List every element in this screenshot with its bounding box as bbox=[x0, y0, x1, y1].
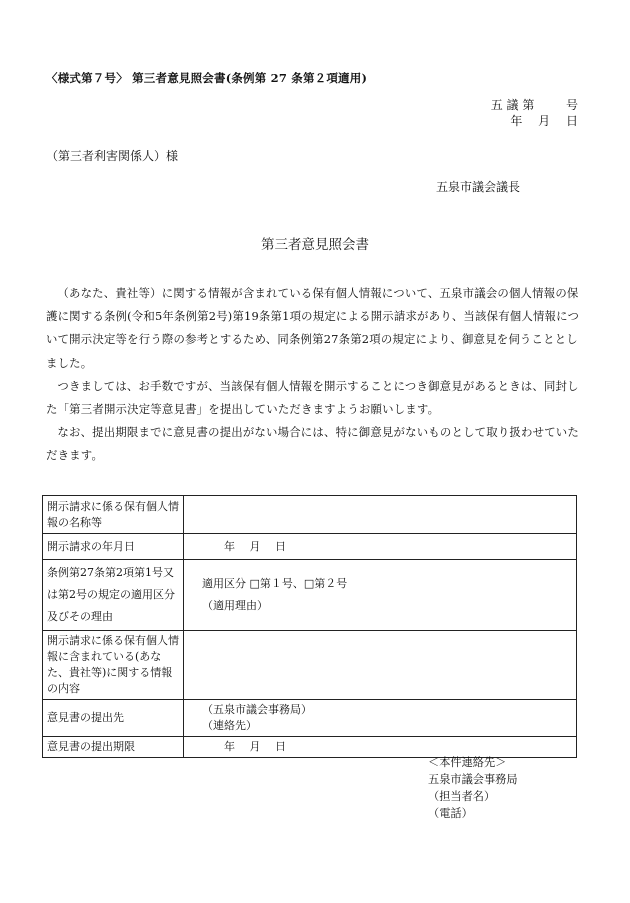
row-value-info-name[interactable] bbox=[184, 496, 577, 534]
table-row bbox=[43, 560, 577, 631]
row-label-applicable-category: 条例第27条第2項第1号又は第2号の規定の適用区分及びその理由 bbox=[43, 560, 184, 631]
contact-heading: ＜本件連絡先＞ bbox=[428, 756, 507, 769]
row-label-submission-address: 意見書の提出先 bbox=[43, 700, 184, 737]
document-number: 五 議 第 号 bbox=[490, 98, 578, 112]
applicable-reason[interactable]: （適用理由） bbox=[202, 599, 268, 612]
submission-contact: （連絡先） bbox=[202, 719, 257, 732]
table-row bbox=[43, 631, 577, 700]
row-value-applicable-category[interactable] bbox=[184, 560, 577, 631]
table-row bbox=[43, 700, 577, 737]
contact-office: 五泉市議会事務局 bbox=[428, 773, 518, 786]
row-label-info-content: 開示請求に係る保有個人情報に含まれている(あなた、貴社等)に関する情報の内容 bbox=[43, 631, 184, 700]
body-text bbox=[46, 282, 580, 468]
submission-office: （五泉市議会事務局） bbox=[202, 703, 312, 716]
document-number-block bbox=[491, 97, 578, 129]
row-label-deadline: 意見書の提出期限 bbox=[43, 737, 184, 758]
document-title: 第三者意見照会書 bbox=[261, 237, 369, 253]
applicable-category-checkboxes[interactable]: 適用区分 □第１号、□第２号 bbox=[202, 577, 348, 590]
addressee: （第三者利害関係人）様 bbox=[46, 149, 179, 163]
row-value-deadline[interactable]: 年 月 日 bbox=[184, 737, 577, 758]
row-value-request-date[interactable]: 年 月 日 bbox=[184, 534, 577, 560]
inquiry-table bbox=[42, 495, 577, 758]
row-label-request-date: 開示請求の年月日 bbox=[43, 534, 184, 560]
table-row bbox=[43, 496, 577, 534]
row-label-info-name: 開示請求に係る保有個人情報の名称等 bbox=[43, 496, 184, 534]
body-paragraph-2: つきましては、お手数ですが、当該保有個人情報を開示することにつき御意見があるときは、同封した「第三者開示決定等意見書」を提出していただきますようお願いします。 bbox=[46, 378, 579, 417]
contact-person: （担当者名） bbox=[428, 790, 496, 803]
body-paragraph-3: なお、提出期限までに意見書の提出がない場合には、特に御意見がないものとして取り扱わせていただきます。 bbox=[46, 425, 579, 463]
body-paragraph-1: （あなた、貴社等）に関する情報が含まれている保有個人情報について、五泉市議会の個人情報の保護に関する条例(令和5年条例第2号)第19条第1項の規定による開示請求があり、当該保有個人情報について開示決定等を行う際の参考とするため、同条例第27条第2項の規定により、御意見を伺うこととしました。 bbox=[46, 286, 580, 370]
contact-block bbox=[428, 754, 518, 822]
table-row bbox=[43, 534, 577, 560]
row-value-submission-address[interactable] bbox=[184, 700, 577, 737]
document-date: 年 月 日 bbox=[510, 114, 578, 128]
form-label: 〈様式第７号〉 第三者意見照会書(条例第 27 条第２項適用) bbox=[46, 71, 368, 85]
row-value-info-content[interactable] bbox=[184, 631, 577, 700]
sender: 五泉市議会議長 bbox=[435, 180, 520, 194]
contact-phone: （電話） bbox=[428, 807, 473, 820]
